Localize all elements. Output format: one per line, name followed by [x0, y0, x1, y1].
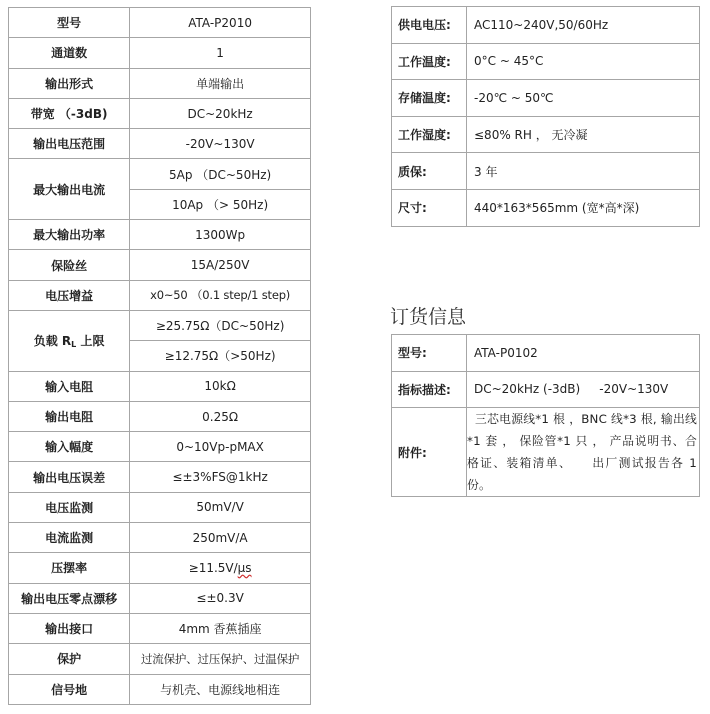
accessories-value: 三芯电源线*1 根 ，BNC 线*3 根, 输出线*1 套 ， 保险管*1 只 ， 产品说明书、合格证、装箱清单、 出厂测试报告各 1 份。	[467, 408, 700, 497]
spec-label: 电流监测	[9, 523, 130, 553]
spec-label	[9, 310, 130, 371]
spec-label: 通道数	[9, 38, 130, 68]
table-row	[9, 492, 311, 522]
table-row	[9, 401, 311, 431]
spec-label: 输出电压零点漂移	[9, 583, 130, 613]
spec-label-subscript: L	[71, 340, 77, 350]
table-row	[9, 583, 311, 613]
spec-value: 过流保护、过压保护、过温保护	[130, 644, 311, 674]
spec-value: 15A/250V	[130, 250, 311, 280]
spec-label: 输入幅度	[9, 432, 130, 462]
table-row	[392, 7, 700, 44]
table-row	[9, 129, 311, 159]
general-spec-table	[391, 6, 700, 227]
spec-label: 带宽 （-3dB)	[9, 98, 130, 128]
spec-value: 1	[130, 38, 311, 68]
spec-value: 0.25Ω	[130, 401, 311, 431]
general-value: ≤80% RH ， 无冷凝	[467, 116, 700, 153]
spec-value: 250mV/A	[130, 523, 311, 553]
spec-value: 50mV/V	[130, 492, 311, 522]
table-row	[392, 153, 700, 190]
table-row	[9, 462, 311, 492]
spec-value: 4mm 香蕉插座	[130, 613, 311, 643]
order-info-heading: 订货信息	[390, 306, 467, 328]
spec-label: 最大输出电流	[9, 159, 130, 220]
table-row	[9, 553, 311, 583]
general-label: 工作温度:	[392, 43, 467, 80]
spec-label: 电压增益	[9, 280, 130, 310]
spec-value: DC~20kHz	[130, 98, 311, 128]
spec-label: 输入电阻	[9, 371, 130, 401]
spec-label: 保险丝	[9, 250, 130, 280]
general-value: 440*163*565mm (宽*高*深)	[467, 189, 700, 226]
general-value: AC110~240V,50/60Hz	[467, 7, 700, 44]
spec-value: 单端输出	[130, 68, 311, 98]
spec-value: 1300Wp	[130, 220, 311, 250]
spec-value	[130, 553, 311, 583]
spec-table	[8, 7, 311, 705]
order-info-table	[391, 334, 700, 497]
general-label: 供电电压:	[392, 7, 467, 44]
table-row	[9, 371, 311, 401]
spec-value: 5Ap （DC~50Hz)	[130, 159, 311, 189]
table-row	[9, 280, 311, 310]
spec-label: 最大输出功率	[9, 220, 130, 250]
spec-value: ≤±0.3V	[130, 583, 311, 613]
general-label: 质保:	[392, 153, 467, 190]
spec-value: 与机壳、电源线地相连	[130, 674, 311, 704]
spec-label: 压摆率	[9, 553, 130, 583]
slew-rate-unit: μs	[237, 560, 252, 575]
spec-label: 输出电阻	[9, 401, 130, 431]
table-row	[392, 371, 700, 408]
spec-value: 10Ap （> 50Hz)	[130, 189, 311, 219]
table-row	[9, 432, 311, 462]
slew-rate-value: ≥11.5V/	[188, 560, 238, 575]
spec-label: 输出形式	[9, 68, 130, 98]
general-value: 0°C ~ 45°C	[467, 43, 700, 80]
spec-label: 型号	[9, 8, 130, 38]
table-row	[9, 38, 311, 68]
table-row	[392, 80, 700, 117]
general-value: -20℃ ~ 50℃	[467, 80, 700, 117]
general-label: 工作湿度:	[392, 116, 467, 153]
table-row	[392, 408, 700, 497]
spec-value: -20V~130V	[130, 129, 311, 159]
spec-label: 保护	[9, 644, 130, 674]
spec-label-suffix: 上限	[76, 334, 105, 349]
spec-label: 输出电压误差	[9, 462, 130, 492]
spec-value: ≥12.75Ω（>50Hz)	[130, 341, 311, 371]
table-row	[9, 220, 311, 250]
spec-value: 0~10Vp-pMAX	[130, 432, 311, 462]
spec-value: ATA-P2010	[130, 8, 311, 38]
spec-label: 输出电压范围	[9, 129, 130, 159]
general-label: 存储温度:	[392, 80, 467, 117]
order-label: 附件:	[392, 408, 467, 497]
table-row	[9, 613, 311, 643]
general-label: 尺寸:	[392, 189, 467, 226]
table-row	[9, 159, 311, 189]
table-row	[392, 43, 700, 80]
table-row	[9, 250, 311, 280]
table-row	[392, 116, 700, 153]
spec-value: x0~50 （0.1 step/1 step)	[130, 280, 311, 310]
order-value: DC~20kHz (-3dB) -20V~130V	[467, 371, 700, 408]
table-row	[9, 310, 311, 340]
order-label: 指标描述:	[392, 371, 467, 408]
order-label: 型号:	[392, 335, 467, 372]
table-row	[9, 98, 311, 128]
table-row	[9, 523, 311, 553]
table-row	[9, 68, 311, 98]
spec-label: 电压监测	[9, 492, 130, 522]
table-row	[9, 674, 311, 704]
spec-label-prefix: 负载 R	[33, 334, 72, 349]
general-value: 3 年	[467, 153, 700, 190]
spec-label: 输出接口	[9, 613, 130, 643]
spec-label: 信号地	[9, 674, 130, 704]
spec-value: 10kΩ	[130, 371, 311, 401]
table-row	[9, 644, 311, 674]
order-value: ATA-P0102	[467, 335, 700, 372]
table-row	[9, 8, 311, 38]
spec-value: ≥25.75Ω（DC~50Hz)	[130, 310, 311, 340]
table-row	[392, 189, 700, 226]
spec-value: ≤±3%FS@1kHz	[130, 462, 311, 492]
table-row	[392, 335, 700, 372]
